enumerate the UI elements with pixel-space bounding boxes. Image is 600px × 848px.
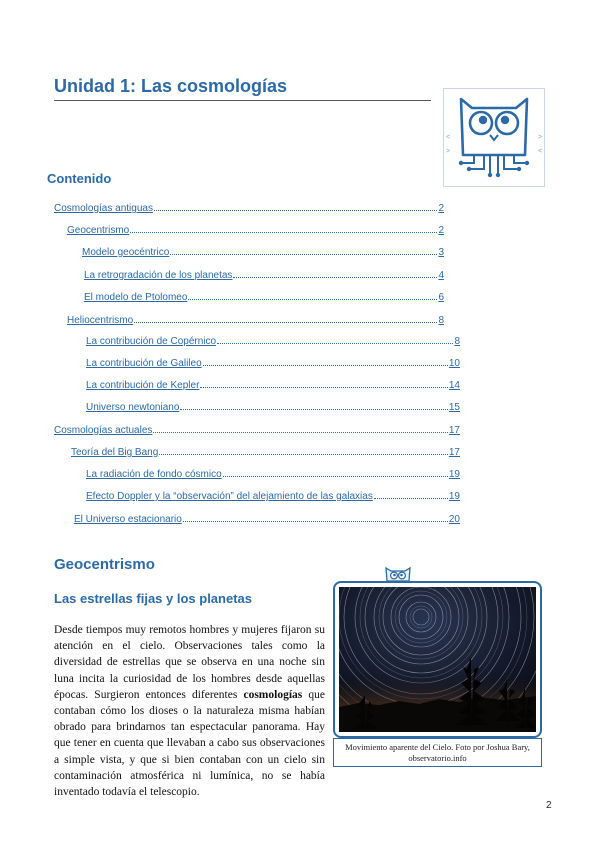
body-text-end: que contaban cómo los dioses o la naturaleza misma habían obrado para brindarnos tan espectacular panorama. Hay que tener en cuenta que llevaban a cabo sus observaciones a simple vista, y que si bien contaban con un cielo sin contaminación atmosférica ni lumínica, no se había inventado todavía el telescopio. (54, 688, 325, 799)
body-paragraph (54, 622, 325, 800)
toc-dot-leader (159, 454, 448, 455)
toc-entry-page: 2 (438, 203, 444, 214)
toc-entry-page: 14 (448, 380, 460, 391)
toc-dot-leader (134, 322, 437, 323)
svg-text:<: < (538, 148, 543, 155)
toc-dot-leader (188, 299, 437, 300)
photo-caption: Movimiento aparente del Cielo. Foto por Joshua Bary, observatorio.info (333, 738, 542, 767)
subsection-heading: Las estrellas fijas y los planetas (54, 591, 252, 606)
toc-dot-leader (203, 365, 448, 366)
toc-entry-page: 17 (448, 425, 460, 436)
toc-entry[interactable] (86, 333, 460, 347)
owl-circuit-logo-icon (443, 88, 545, 187)
toc-entry-label: La radiación de fondo cósmico (86, 469, 222, 480)
toc-entry-page: 19 (448, 469, 460, 480)
toc-dot-leader (374, 498, 448, 499)
toc-entry[interactable] (86, 377, 460, 391)
toc-entry-label: Geocentrismo (67, 225, 130, 236)
toc-entry-label: Efecto Doppler y la “observación” del alejamiento de las galaxias (86, 491, 373, 502)
toc-entry-label: La contribución de Kepler (86, 380, 200, 391)
toc-entry[interactable] (54, 422, 460, 436)
toc-entry-page: 19 (448, 491, 460, 502)
toc-entry-label: Cosmologías actuales (54, 425, 153, 436)
toc-entry-page: 4 (438, 270, 444, 281)
toc-entry-label: El modelo de Ptolomeo (84, 292, 188, 303)
toc-entry-label: Universo newtoniano (86, 402, 180, 413)
toc-entry-label: La contribución de Galileo (86, 358, 202, 369)
toc-entry-page: 6 (438, 292, 444, 303)
title-rule (54, 100, 431, 101)
toc-entry[interactable] (86, 399, 460, 413)
toc-entry-label: La contribución de Copérnico (86, 336, 217, 347)
toc-entry[interactable] (86, 466, 460, 480)
toc-dot-leader (223, 476, 448, 477)
toc-entry[interactable] (84, 267, 444, 281)
toc-dot-leader (154, 210, 437, 211)
body-text-start: Desde tiempos muy remotos hombres y mujeres fijaron su atención en el cielo. Observaciones tales como la diversidad de estrellas que se observa en una noche sin luna incita la curiosidad de los hombres desde aquellas épocas. Surgieron entonces diferentes (54, 624, 325, 701)
section-heading: Geocentrismo (54, 556, 155, 573)
body-bold-term: cosmologías (243, 688, 303, 701)
toc-entry-label: La retrogradación de los planetas (84, 270, 233, 281)
toc-entry-label: Cosmologías antiguas (54, 203, 153, 214)
toc-entry[interactable] (82, 244, 444, 258)
toc-dot-leader (200, 387, 447, 388)
toc-entry-label: Teoría del Big Bang (71, 447, 159, 458)
toc-entry-page: 8 (438, 315, 444, 326)
star-trails-photo (339, 587, 536, 732)
toc-entry-page: 2 (438, 225, 444, 236)
toc-entry-label: Heliocentrismo (67, 315, 134, 326)
contents-heading: Contenido (47, 171, 112, 186)
toc-entry[interactable] (86, 355, 460, 369)
toc-entry-page: 17 (448, 447, 460, 458)
toc-dot-leader (153, 432, 447, 433)
toc-entry[interactable] (67, 222, 444, 236)
toc-entry-page: 15 (448, 402, 460, 413)
toc-entry[interactable] (74, 511, 460, 525)
svg-text:>: > (538, 134, 543, 141)
toc-entry[interactable] (86, 488, 460, 502)
toc-dot-leader (233, 277, 437, 278)
toc-entry-page: 8 (454, 336, 460, 347)
toc-entry-page: 3 (438, 247, 444, 258)
unit-title: Unidad 1: Las cosmologías (54, 76, 288, 96)
toc-entry[interactable] (71, 444, 460, 458)
toc-entry-label: El Universo estacionario (74, 514, 182, 525)
toc-entry[interactable] (84, 289, 444, 303)
toc-entry[interactable] (67, 312, 444, 326)
toc-entry-label: Modelo geocéntrico (82, 247, 170, 258)
toc-entry-page: 20 (448, 514, 460, 525)
toc-dot-leader (183, 521, 448, 522)
page-number: 2 (546, 800, 552, 811)
svg-text:<: < (446, 134, 451, 141)
toc-dot-leader (130, 232, 437, 233)
toc-entry[interactable] (54, 200, 444, 214)
toc-dot-leader (180, 409, 447, 410)
owl-icon (383, 566, 413, 582)
toc-dot-leader (217, 343, 453, 344)
toc-entry-page: 10 (448, 358, 460, 369)
toc-dot-leader (170, 254, 437, 255)
svg-text:>: > (446, 148, 451, 155)
